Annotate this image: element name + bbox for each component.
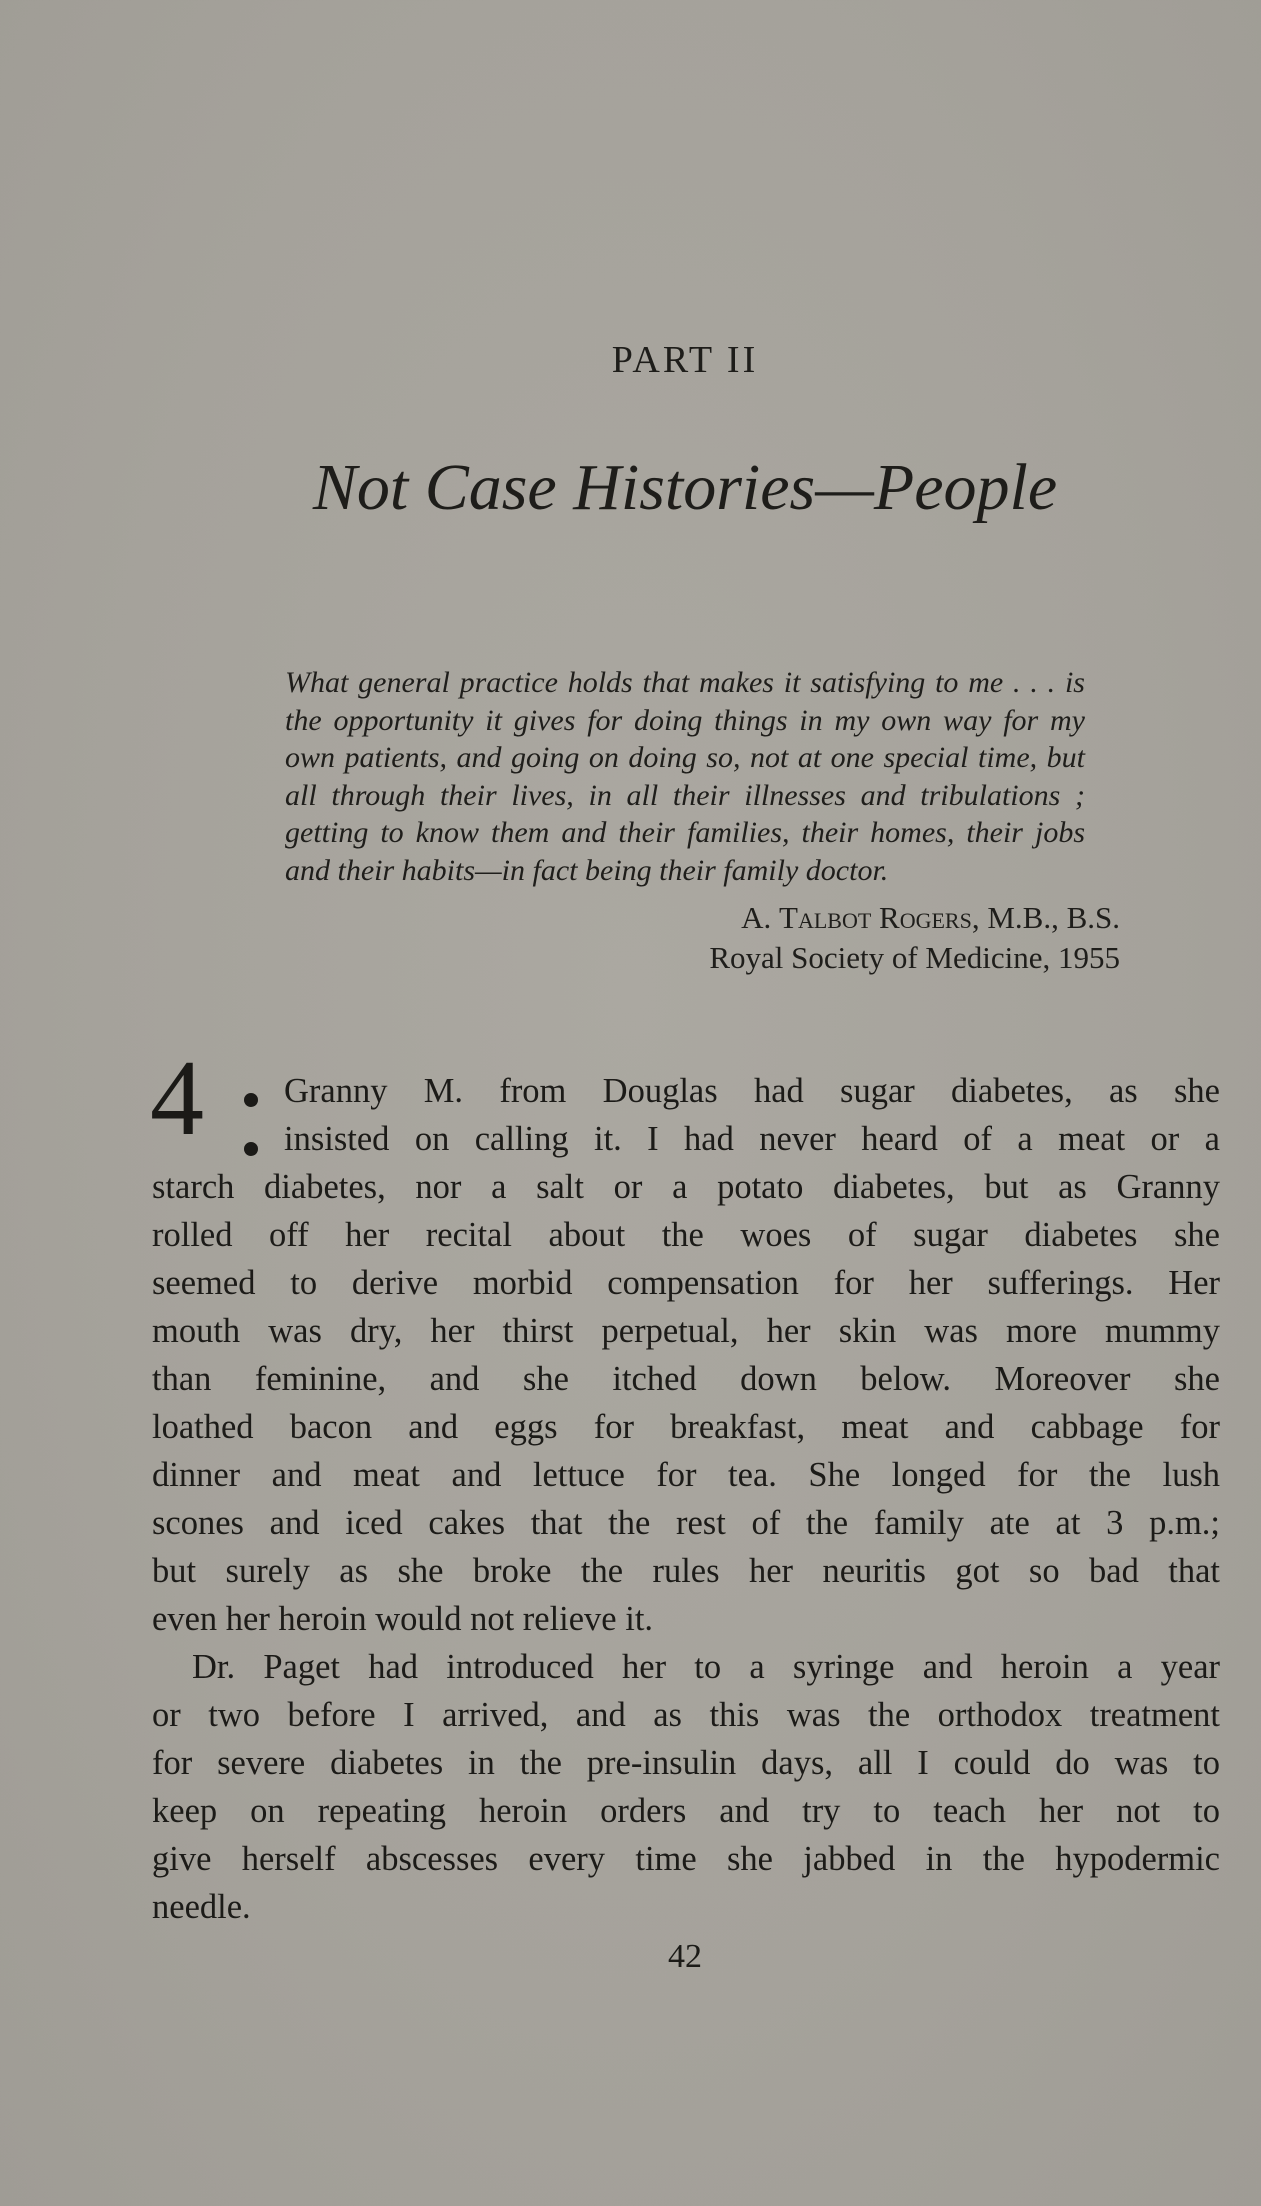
text-line: than feminine, and she itched down below. Moreover she xyxy=(152,1360,1220,1398)
epigraph-attribution-name xyxy=(560,900,1120,936)
text-line: Granny M. from Douglas had sugar diabetes, as she xyxy=(284,1072,1220,1110)
epigraph-attribution-source: Royal Society of Medicine, 1955 xyxy=(709,940,1120,975)
text-line: rolled off her recital about the woes of sugar diabetes she xyxy=(152,1216,1220,1254)
section-title: Not Case Histories—People xyxy=(312,451,1058,524)
text-line: or two before I arrived, and as this was the orthodox treatment xyxy=(152,1696,1220,1734)
text-line: mouth was dry, her thirst perpetual, her skin was more mummy xyxy=(152,1312,1220,1350)
text-line: give herself abscesses every time she jabbed in the hypodermic xyxy=(152,1840,1220,1878)
text-line: for severe diabetes in the pre-insulin days, all I could do was to xyxy=(152,1744,1220,1782)
epigraph-quote: What general practice holds that makes it satisfying to me . . . is the opportunity it gives for doing things in my own way for my own patients, and going on doing so, not at one special time, but all through their lives, in all their illnesses and tribulations ; getting to know them and their families, their homes, their jobs and their habits—in fact being their family doctor. xyxy=(285,666,1085,887)
text-line: loathed bacon and eggs for breakfast, meat and cabbage for xyxy=(152,1408,1220,1446)
text-line: Dr. Paget had introduced her to a syringe and heroin a year xyxy=(192,1648,1220,1686)
dropcap-dot-lower xyxy=(244,1142,258,1156)
text-line: scones and iced cakes that the rest of the family ate at 3 p.m.; xyxy=(152,1504,1220,1542)
dropcap-dot-upper xyxy=(244,1093,258,1107)
attribution-author: Talbot Rogers, M.B., B.S. xyxy=(779,900,1120,935)
text-line: but surely as she broke the rules her neuritis got so bad that xyxy=(152,1552,1220,1590)
text-line: needle. xyxy=(152,1888,251,1926)
attribution-initial: A. xyxy=(741,900,772,935)
text-line: dinner and meat and lettuce for tea. She longed for the lush xyxy=(152,1456,1220,1494)
chapter-opening-lines xyxy=(284,1067,1220,1163)
text-line: insisted on calling it. I had never heard of a meat or a xyxy=(284,1120,1220,1158)
part-label: PART II xyxy=(611,339,759,381)
text-line: seemed to derive morbid compensation for her sufferings. Her xyxy=(152,1264,1220,1302)
text-line: keep on repeating heroin orders and try to teach her not to xyxy=(152,1792,1220,1830)
chapter-body-text xyxy=(152,1163,1220,1931)
text-line: starch diabetes, nor a salt or a potato diabetes, but as Granny xyxy=(152,1168,1220,1206)
page-number: 42 xyxy=(668,1938,702,1975)
chapter-number-dropcap: 4 xyxy=(150,1039,204,1158)
text-line: even her heroin would not relieve it. xyxy=(152,1600,654,1638)
